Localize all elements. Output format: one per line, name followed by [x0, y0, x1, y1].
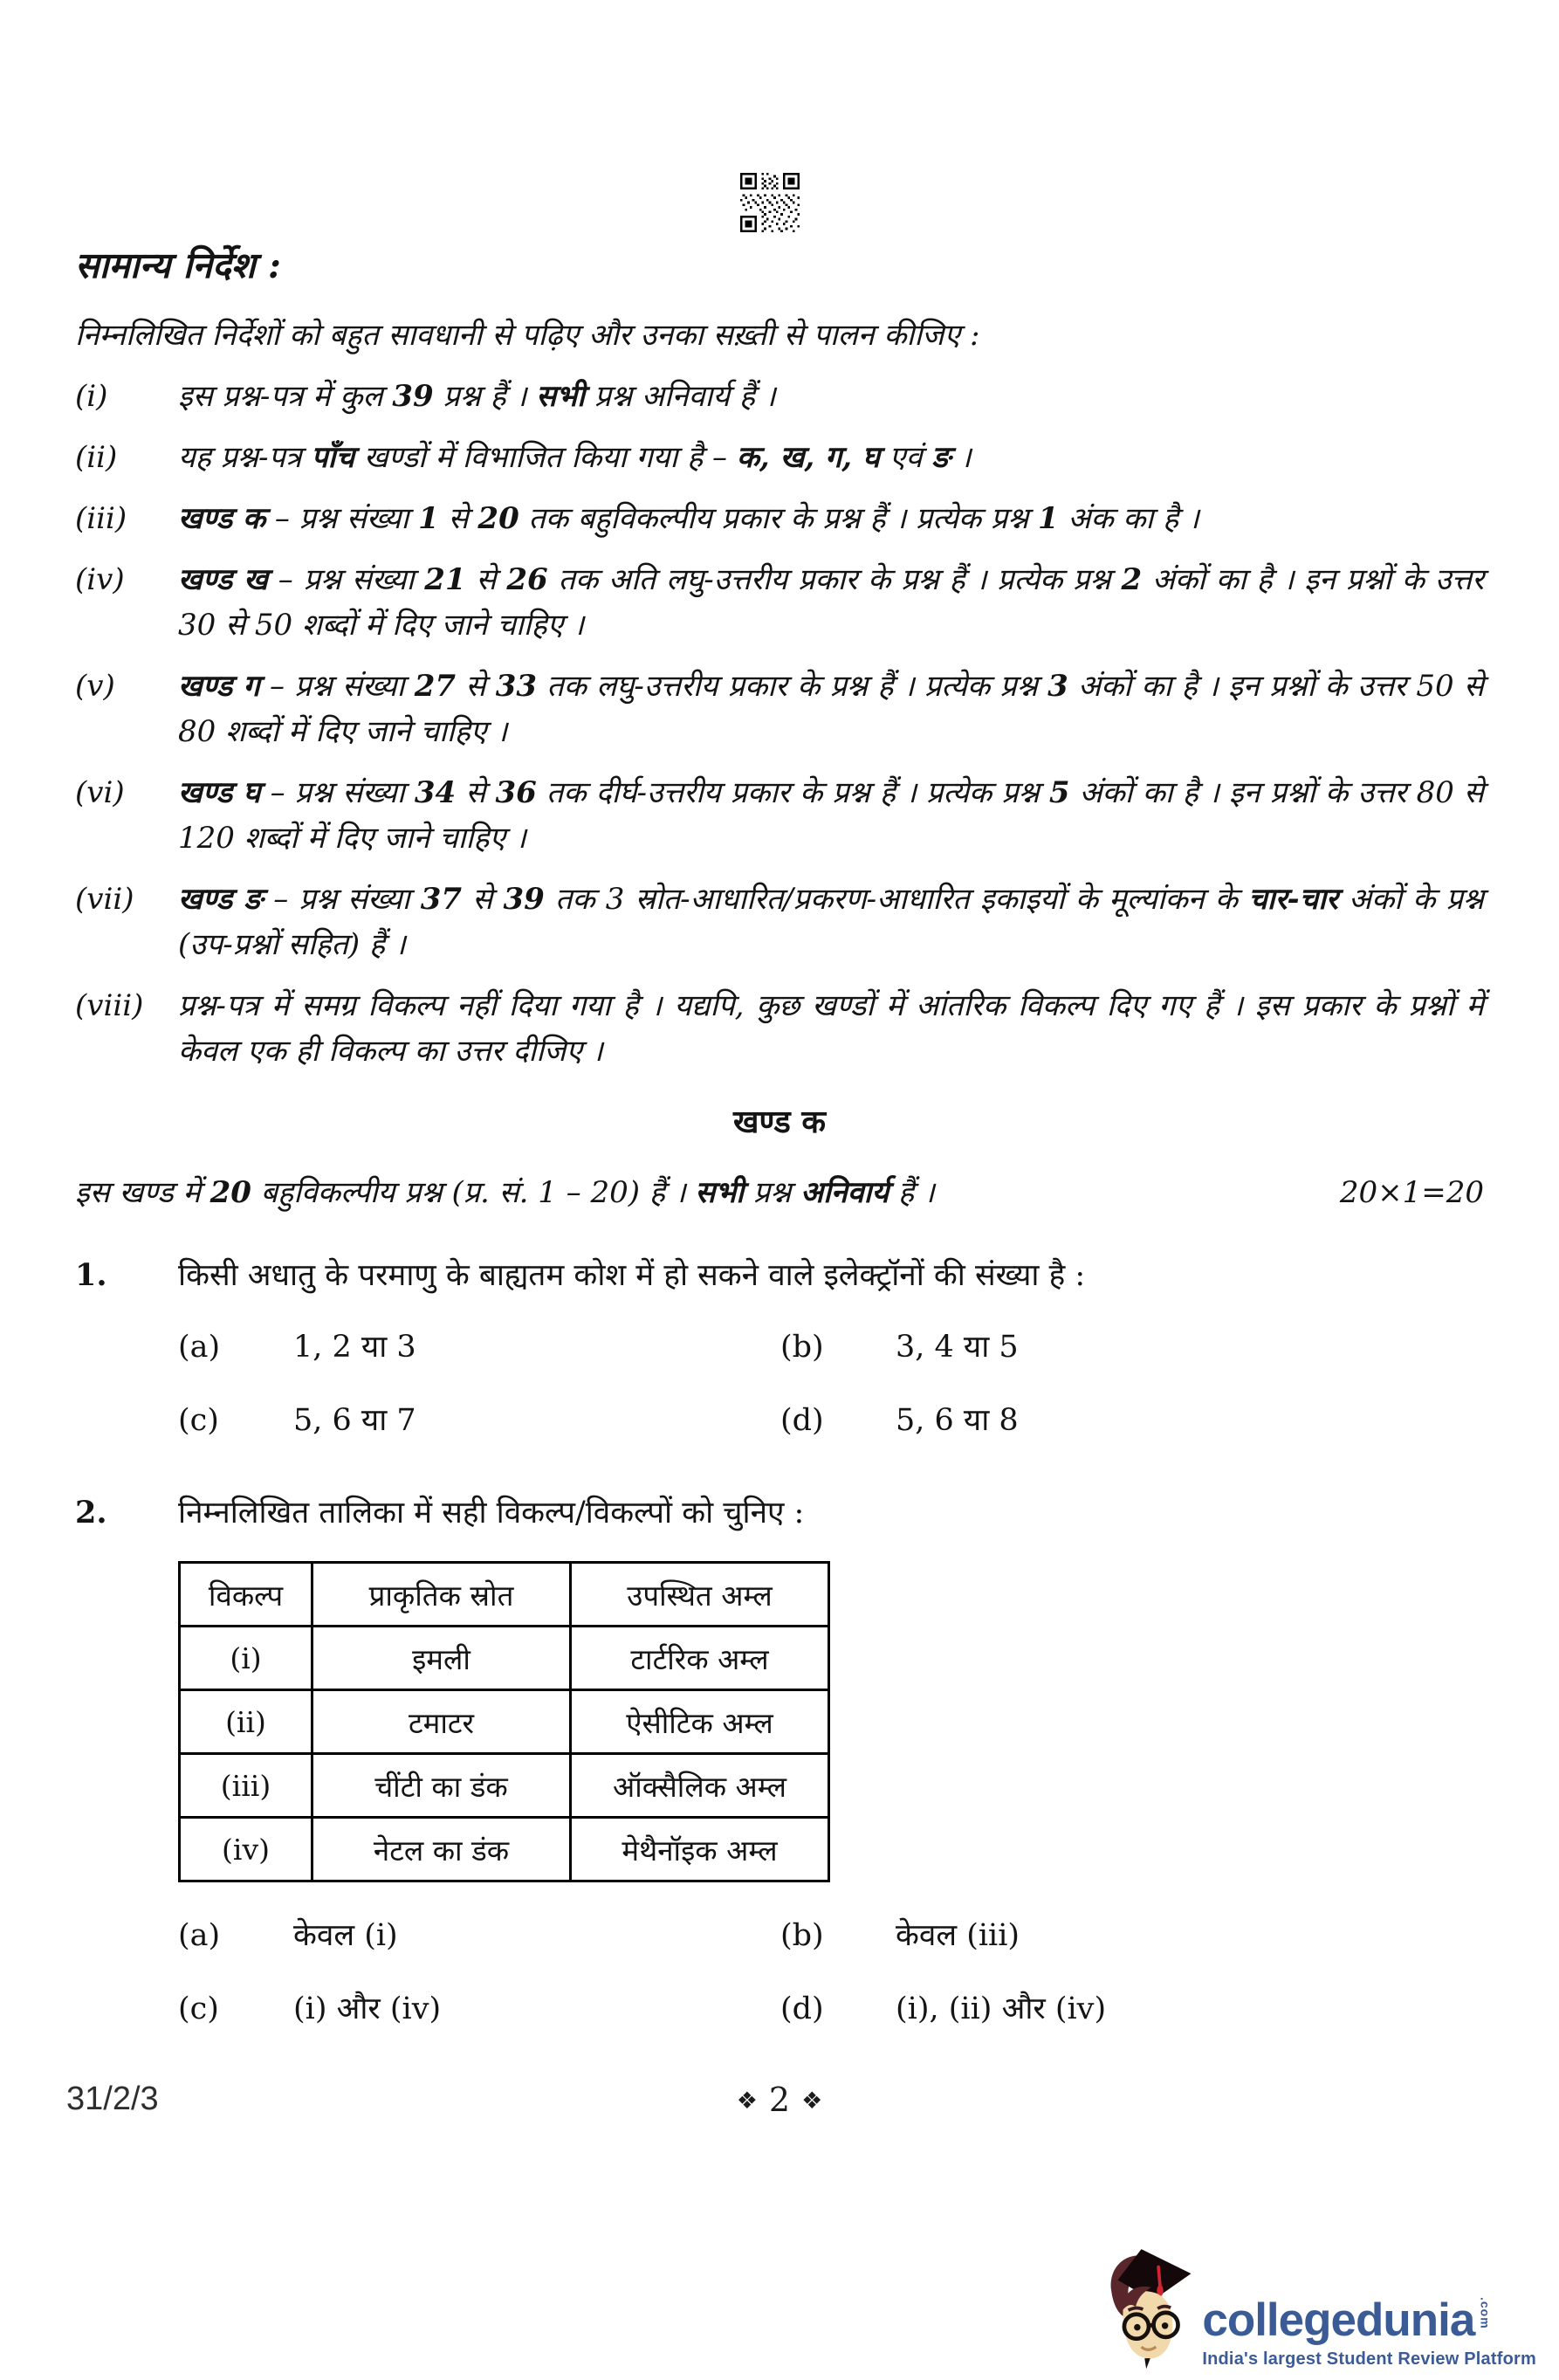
instruction-text: खण्ड ख – प्रश्न संख्या 21 से 26 तक अति लघु-उत्तरीय प्रकार के प्रश्न हैं । प्रत्येक प्रश्न 2 अंकों का है । इन प्रश्नों के उत्तर 30 से 50 शब्दों में दिए जाने चाहिए । [178, 562, 1484, 643]
table-cell: इमली [312, 1627, 571, 1690]
question-2 [75, 1489, 1484, 1537]
question-1-options [178, 1324, 1484, 1444]
instruction-item [75, 770, 1484, 861]
question-text: निम्नलिखित तालिका में सही विकल्प/विकल्पों को चुनिए : [178, 1496, 805, 1530]
question-number: 1. [75, 1257, 107, 1293]
option-text: केवल (i) [293, 1918, 398, 1953]
table-cell: (i) [180, 1627, 312, 1690]
question-number: 2. [75, 1495, 107, 1530]
footer-ornament-icon: ❖ [801, 2088, 823, 2115]
instruction-item [75, 664, 1484, 754]
instruction-text: खण्ड ग – प्रश्न संख्या 27 से 33 तक लघु-उत्तरीय प्रकार के प्रश्न हैं । प्रत्येक प्रश्न 3 अंकों का है । इन प्रश्नों के उत्तर 50 से 80 शब्दों में दिए जाने चाहिए । [178, 669, 1484, 749]
option-a [178, 1324, 780, 1371]
option-d [780, 1985, 1484, 2033]
question-1 [75, 1252, 1484, 1299]
page-number: 2 [768, 2081, 791, 2119]
instruction-number: (i) [75, 379, 108, 414]
instruction-item [75, 983, 1484, 1074]
section-a-title: खण्ड क [733, 1104, 826, 1140]
page-content [75, 0, 1484, 2033]
instruction-text: प्रश्न-पत्र में समग्र विकल्प नहीं दिया गया है । यद्यपि, कुछ खण्डों में आंतरिक विकल्प दिए गए हैं । इस प्रकार के प्रश्नों में केवल एक ही विकल्प का उत्तर दीजिए । [178, 988, 1484, 1069]
option-label: (a) [178, 1330, 221, 1365]
question-2-options [178, 1912, 1484, 2033]
table-row [180, 1818, 829, 1881]
option-label: (d) [780, 1991, 824, 2026]
option-c [178, 1985, 780, 2033]
option-text: (i) और (iv) [293, 1991, 442, 2026]
option-text: 3, 4 या 5 [896, 1330, 1019, 1365]
instruction-text: इस प्रश्न-पत्र में कुल 39 प्रश्न हैं । सभी प्रश्न अनिवार्य हैं । [178, 379, 776, 414]
table-header-row [180, 1563, 829, 1627]
table-cell: टार्टरिक अम्ल [571, 1627, 829, 1690]
option-label: (c) [178, 1991, 219, 2026]
question-text: किसी अधातु के परमाणु के बाह्यतम कोश में हो सकने वाले इलेक्ट्रॉनों की संख्या है : [178, 1258, 1086, 1293]
option-label: (b) [780, 1330, 824, 1365]
table-header-cell: विकल्प [180, 1563, 312, 1627]
table-cell: नेटल का डंक [312, 1818, 571, 1881]
option-label: (b) [780, 1918, 824, 1953]
section-note-text: इस खण्ड में 20 बहुविकल्पीय प्रश्न (प्र. सं. 1 – 20) हैं । सभी प्रश्न अनिवार्य हैं । [75, 1175, 935, 1210]
instructions-list [75, 374, 1484, 1074]
instruction-number: (iii) [75, 501, 127, 536]
table-cell: टमाटर [312, 1690, 571, 1754]
instruction-number: (vi) [75, 775, 125, 810]
instructions-intro: निम्नलिखित निर्देशों को बहुत सावधानी से पढ़िए और उनका सख़्ती से पालन कीजिए : [75, 318, 980, 353]
option-text: केवल (iii) [896, 1918, 1020, 1953]
instruction-item [75, 496, 1484, 541]
option-a [178, 1912, 780, 1959]
option-text: 5, 6 या 8 [896, 1403, 1019, 1438]
instruction-number: (iv) [75, 562, 125, 597]
option-d [780, 1397, 1484, 1444]
table-cell: ऐसीटिक अम्ल [571, 1690, 829, 1754]
table-cell: (iv) [180, 1818, 312, 1881]
option-b [780, 1912, 1484, 1959]
table-cell: चींटी का डंक [312, 1754, 571, 1818]
table-row [180, 1627, 829, 1690]
table-row [180, 1754, 829, 1818]
brand-tld: .com [1478, 2297, 1493, 2329]
table-cell: (ii) [180, 1690, 312, 1754]
instruction-number: (vii) [75, 882, 134, 917]
page-number-row [0, 2081, 1559, 2119]
instruction-item [75, 557, 1484, 648]
table-header-cell: उपस्थित अम्ल [571, 1563, 829, 1627]
collegedunia-logo [1099, 2246, 1536, 2377]
instruction-number: (v) [75, 669, 115, 704]
instruction-text: खण्ड क – प्रश्न संख्या 1 से 20 तक बहुविकल्पीय प्रकार के प्रश्न हैं । प्रत्येक प्रश्न 1 अंक का है । [178, 501, 1199, 536]
table-cell: ऑक्सैलिक अम्ल [571, 1754, 829, 1818]
footer-ornament-icon: ❖ [736, 2088, 758, 2115]
brand-name: collegedunia [1202, 2294, 1475, 2346]
logo-text [1202, 2294, 1536, 2377]
instruction-number: (viii) [75, 988, 144, 1023]
instruction-item [75, 877, 1484, 967]
instruction-item [75, 435, 1484, 480]
instruction-item [75, 374, 1484, 419]
instruction-text: खण्ड ङ – प्रश्न संख्या 37 से 39 तक 3 स्रोत-आधारित/प्रकरण-आधारित इकाइयों के मूल्यांकन के चार-चार अंकों के प्रश्न (उप-प्रश्नों सहित) हैं । [178, 882, 1484, 962]
brand-tagline: India's largest Student Review Platform [1202, 2349, 1536, 2369]
instruction-number: (ii) [75, 440, 118, 475]
section-marks: 20×1=20 [1339, 1175, 1484, 1210]
general-instructions-title: सामान्य निर्देश : [75, 244, 282, 286]
option-label: (d) [780, 1403, 824, 1438]
acid-sources-table [178, 1561, 830, 1882]
instruction-text: खण्ड घ – प्रश्न संख्या 34 से 36 तक दीर्घ-उत्तरीय प्रकार के प्रश्न हैं । प्रत्येक प्रश्न 5 अंकों का है । इन प्रश्नों के उत्तर 80 से 120 शब्दों में दिए जाने चाहिए । [178, 775, 1484, 856]
option-text: 1, 2 या 3 [293, 1330, 416, 1365]
option-text: (i), (ii) और (iv) [896, 1991, 1107, 2026]
instruction-text: यह प्रश्न-पत्र पाँच खण्डों में विभाजित किया गया है – क, ख, ग, घ एवं ङ । [178, 440, 972, 475]
table-row [180, 1690, 829, 1754]
option-b [780, 1324, 1484, 1371]
table-header-cell: प्राकृतिक स्रोत [312, 1563, 571, 1627]
mascot-icon [1099, 2246, 1197, 2377]
table-cell: मेथैनॉइक अम्ल [571, 1818, 829, 1881]
option-text: 5, 6 या 7 [293, 1403, 416, 1438]
option-label: (a) [178, 1918, 221, 1953]
section-note [75, 1170, 1484, 1215]
option-label: (c) [178, 1403, 219, 1438]
paper-code: 31/2/3 [66, 2081, 159, 2117]
option-c [178, 1397, 780, 1444]
table-cell: (iii) [180, 1754, 312, 1818]
